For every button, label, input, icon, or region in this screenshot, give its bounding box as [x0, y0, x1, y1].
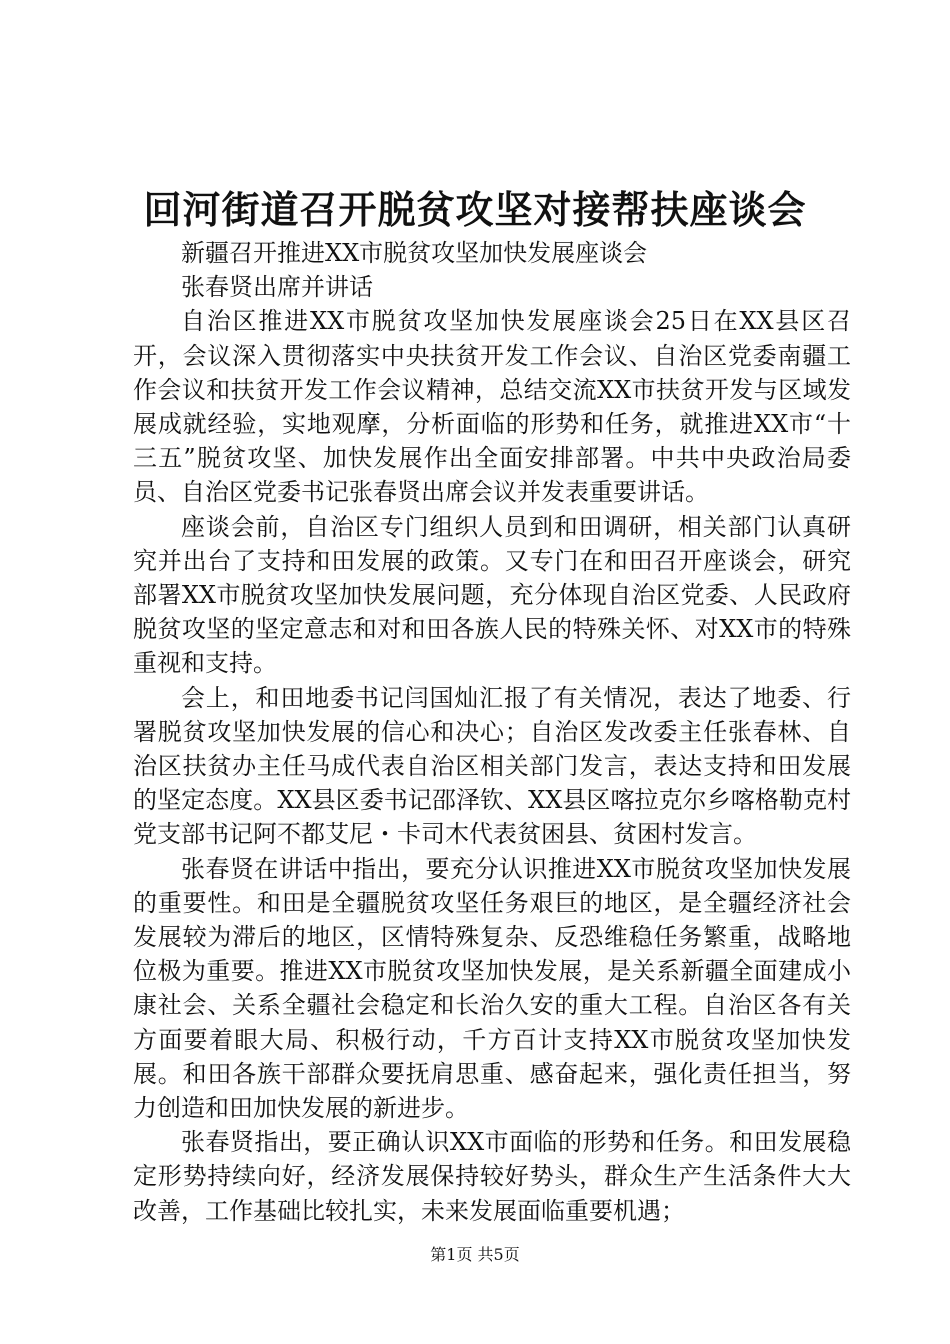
body-paragraph: 张春贤在讲话中指出，要充分认识推进XX市脱贫攻坚加快发展的重要性。和田是全疆脱贫攻坚任务艰巨的地区，是全疆经济社会发展较为滞后的地区，区情特殊复杂、反恐维稳任务繁重，战略地位极为重要。推进XX市脱贫攻坚加快发展，是关系新疆全面建成小康社会、关系全疆社会稳定和长治久安的重大工程。自治区各有关方面要着眼大局、积极行动，千方百计支持XX市脱贫攻坚加快发展。和田各族干部群众要抚肩思重、感奋起来，强化责任担当，努力创造和田加快发展的新进步。 [133, 854, 851, 1123]
document-title: 回河街道召开脱贫攻坚对接帮扶座谈会 [143, 187, 807, 232]
subtitle-line: 张春贤出席并讲话 [181, 273, 373, 302]
document-body [133, 236, 851, 1228]
subtitle-line: 新疆召开推进XX市脱贫攻坚加快发展座谈会 [181, 239, 648, 267]
body-paragraph: 座谈会前，自治区专门组织人员到和田调研，相关部门认真研究并出台了支持和田发展的政策。又专门在和田召开座谈会，研究部署XX市脱贫攻坚加快发展问题，充分体现自治区党委、人民政府脱贫攻坚的坚定意志和对和田各族人民的特殊关怀、对XX市的特殊重视和支持。 [133, 512, 851, 678]
body-paragraph: 自治区推进XX市脱贫攻坚加快发展座谈会25日在XX县区召开，会议深入贯彻落实中央扶贫开发工作会议、自治区党委南疆工作会议和扶贫开发工作会议精神，总结交流XX市扶贫开发与区域发展成就经验，实地观摩，分析面临的形势和任务，就推进XX市“十三五”脱贫攻坚、加快发展作出全面安排部署。中共中央政治局委员、自治区党委书记张春贤出席会议并发表重要讲话。 [133, 307, 851, 507]
body-paragraph: 会上，和田地委书记闫国灿汇报了有关情况，表达了地委、行署脱贫攻坚加快发展的信心和决心；自治区发改委主任张春林、自治区扶贫办主任马成代表自治区相关部门发言，表达支持和田发展的坚定态度。XX县区委书记邵泽钦、XX县区喀拉克尔乡喀格勒克村党支部书记阿不都艾尼・卡司木代表贫困县、贫困村发言。 [133, 683, 851, 849]
body-paragraph: 张春贤指出，要正确认识XX市面临的形势和任务。和田发展稳定形势持续向好，经济发展保持较好势头，群众生产生活条件大大改善，工作基础比较扎实，未来发展面临重要机遇； [133, 1128, 851, 1225]
page-footer: 第1页 共5页 [430, 1245, 520, 1264]
